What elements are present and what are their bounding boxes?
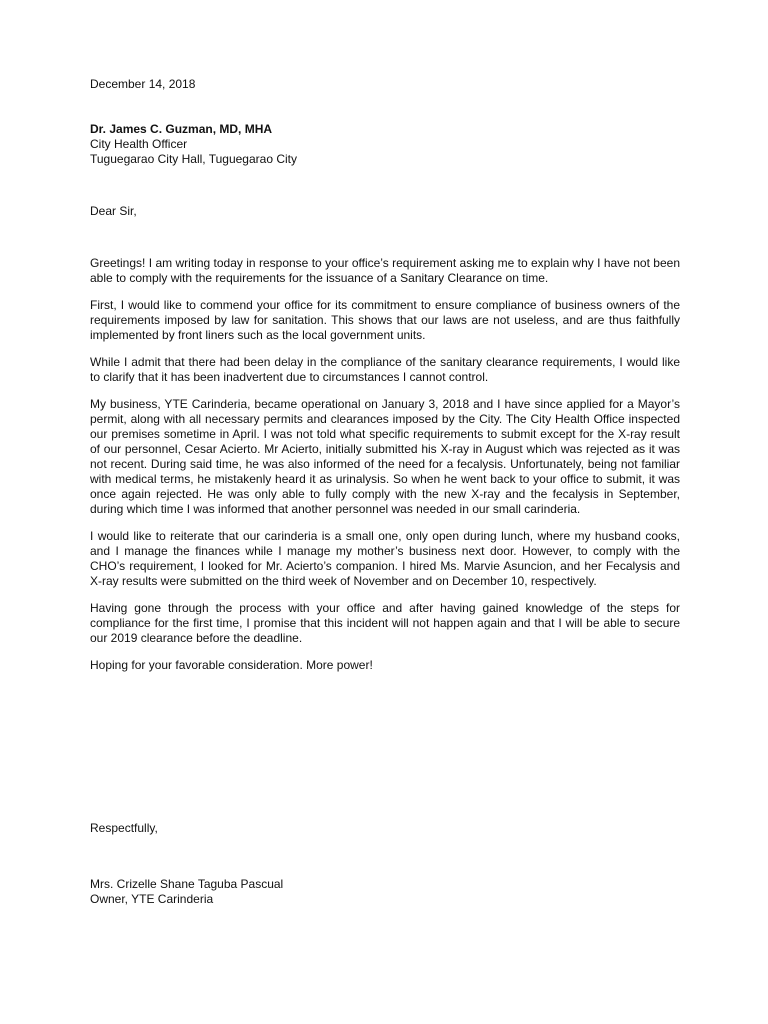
letter-body — [90, 77, 680, 673]
closing: Respectfully, — [90, 821, 158, 835]
recipient-name: Dr. James C. Guzman, MD, MHA — [90, 122, 273, 136]
signature-block — [90, 877, 283, 907]
paragraph-promise: Having gone through the process with your office and after having gained knowledge of the steps for compliance for the first time, I promise that this incident will not happen again and that I will be able to secure our 2019 clearance before the deadline. — [90, 601, 680, 645]
letter-date: December 14, 2018 — [90, 77, 196, 91]
salutation: Dear Sir, — [90, 204, 137, 218]
paragraph-commendation: First, I would like to commend your office for its commitment to ensure compliance of business owners of the requirements imposed by law for sanitation. This shows that our laws are not useless, and are thus faithfully implemented by front liners such as the local government units. — [90, 298, 680, 342]
recipient-block — [90, 122, 680, 167]
paragraph-greeting: Greetings! I am writing today in response to your office’s requirement asking me to explain why I have not been able to comply with the requirements for the issuance of a Sanitary Clearance on time. — [90, 256, 680, 285]
paragraph-business-history: My business, YTE Carinderia, became operational on January 3, 2018 and I have since applied for a Mayor’s permit, along with all necessary permits and clearances imposed by the City. The City Health Office inspected our premises sometime in April. I was not told what specific requirements to submit except for the X-ray result of our personnel, Cesar Acierto. Mr Acierto, initially submitted his X-ray in August which was rejected as it was not recent. During said time, he was also informed of the need for a fecalysis. Unfortunately, being not familiar with medical terms, he mistakenly heard it as urinalysis. So when he went back to your office to submit, it was once again rejected. He was only able to fully comply with the new X-ray and the fecalysis in September, during which time I was informed that another personnel was needed in our small carinderia. — [90, 397, 680, 516]
paragraph-admission: While I admit that there had been delay in the compliance of the sanitary clearance requirements, I would like to clarify that it has been inadvertent due to circumstances I cannot control. — [90, 355, 680, 384]
recipient-title: City Health Officer — [90, 137, 188, 151]
signature-name: Mrs. Crizelle Shane Taguba Pascual — [90, 877, 284, 891]
signature-title: Owner, YTE Carinderia — [90, 892, 214, 906]
recipient-address: Tuguegarao City Hall, Tuguegarao City — [90, 152, 297, 166]
paragraph-reiteration: I would like to reiterate that our carinderia is a small one, only open during lunch, where my husband cooks, and I manage the finances while I manage my mother’s business next door. However, to comply with the CHO’s requirement, I looked for Mr. Acierto’s companion. I hired Ms. Marvie Asuncion, and her Fecalysis and X-ray results were submitted on the third week of November and on December 10, respectively. — [90, 529, 680, 588]
paragraph-closing-remark: Hoping for your favorable consideration. More power! — [90, 658, 373, 672]
